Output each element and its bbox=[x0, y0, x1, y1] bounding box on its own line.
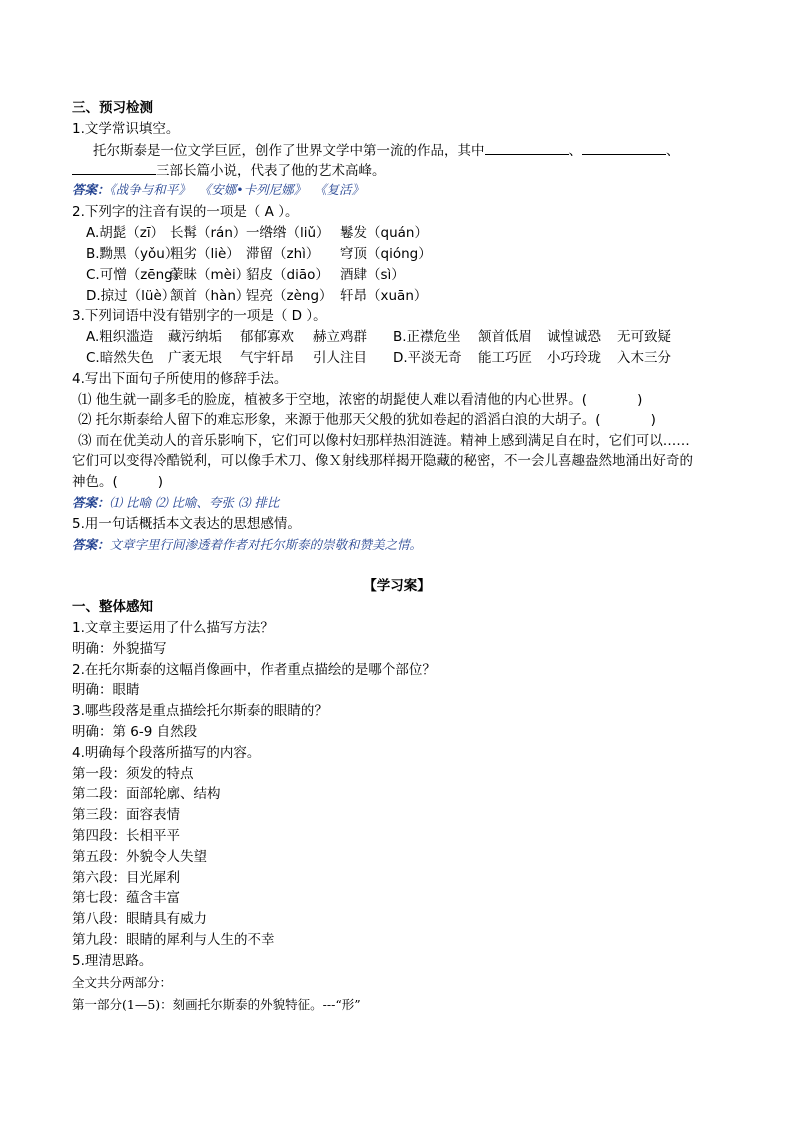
study-list-item: 第八段：眼睛具有威力 bbox=[72, 911, 207, 927]
q4-sentence-3b: 它们可以变得冷酷锐利，可以像手术刀、像Ｘ射线那样揭开隐藏的秘密，不一会儿喜趣盎然地涌出好奇的 bbox=[72, 453, 693, 469]
footer-line-2: 第一部分(1—5)：刻画托尔斯泰的外貌特征。---“形” bbox=[72, 997, 361, 1012]
study-list-item: 5.理清思路。 bbox=[72, 953, 153, 969]
q3-option-cell: C.暗然失色 bbox=[86, 350, 154, 366]
q2-option-cell: 穹顶（qióng） bbox=[340, 246, 432, 262]
study-list-item: 第六段：目光犀利 bbox=[72, 870, 180, 886]
study-list-item: 第一段：须发的特点 bbox=[72, 766, 194, 782]
q3-option-cell: 颔首低眉 bbox=[478, 329, 532, 345]
q1-blank-3[interactable] bbox=[72, 161, 156, 175]
q1-title: 1.文学常识填空。 bbox=[72, 121, 180, 137]
q1-blank-1[interactable] bbox=[485, 141, 569, 155]
study-list-item: 明确：第 6-9 自然段 bbox=[72, 724, 198, 740]
q2-option-cell: 鬈发（quán） bbox=[340, 225, 428, 241]
q2-option-cell: 锃亮（zèng） bbox=[246, 288, 333, 304]
study-list-item: 第四段：长相平平 bbox=[72, 828, 180, 844]
q3-option-cell: A.粗织滥造 bbox=[86, 329, 154, 345]
q5-answer-text: 文章字里行间渗透着作者对托尔斯泰的崇敬和赞美之情。 bbox=[109, 537, 423, 552]
footer-line-1: 全文共分两部分： bbox=[72, 975, 173, 990]
q3-option-cell: 郁郁寡欢 bbox=[240, 329, 294, 345]
study-list-item: 4.明确每个段落所描写的内容。 bbox=[72, 745, 261, 761]
study-list-item: 第七段：蕴含丰富 bbox=[72, 890, 180, 906]
q4-s2-text: ⑵ 托尔斯泰给人留下的难忘形象，来源于他那天父般的犹如卷起的滔滔白浪的大胡子。( bbox=[78, 412, 601, 428]
q2-option-cell: A.胡髭（zī） bbox=[86, 225, 165, 241]
q3-title: 3.下列词语中没有错别字的一项是（ D ）。 bbox=[72, 308, 327, 324]
q2-option-cell: C.可憎（zēng） bbox=[86, 267, 187, 283]
q3-option-cell: D.平淡无奇 bbox=[393, 350, 462, 366]
q3-option-cell: 气宇轩昂 bbox=[240, 350, 294, 366]
q2-option-cell: 貂皮（diāo） bbox=[246, 267, 329, 283]
q2-option-cell: 粗劣（liè） bbox=[170, 246, 240, 262]
q3-option-cell: 藏污纳垢 bbox=[168, 329, 222, 345]
q4-answer-text: ⑴ 比喻 ⑵ 比喻、夸张 ⑶ 排比 bbox=[109, 495, 280, 510]
q3-option-cell: 赫立鸡群 bbox=[313, 329, 367, 345]
q4-s1-end: ) bbox=[637, 392, 643, 408]
q1-line1-text: 托尔斯泰是一位文学巨匠，创作了世界文学中第一流的作品，其中 bbox=[93, 143, 485, 159]
q3-option-cell: 小巧玲珑 bbox=[547, 350, 601, 366]
q4-answer bbox=[72, 494, 279, 512]
q1-sep-2: 、 bbox=[666, 143, 680, 159]
q2-option-cell: 酒肆（sì） bbox=[340, 267, 405, 283]
study-title: 【学习案】 bbox=[363, 578, 431, 594]
q3-option-cell: 诚惶诚恐 bbox=[547, 329, 601, 345]
q2-option-cell: 轩昂（xuān） bbox=[340, 288, 428, 304]
q4-s2-end: ) bbox=[650, 412, 656, 428]
q2-option-cell: B.黝黑（yǒu） bbox=[86, 246, 179, 262]
q4-sentence-1 bbox=[78, 391, 642, 409]
q2-option-cell: 蒙昧（mèi） bbox=[170, 267, 250, 283]
q3-option-cell: B.正襟危坐 bbox=[393, 329, 461, 345]
study-list-item: 明确：外貌描写 bbox=[72, 641, 167, 657]
q4-sentence-3c bbox=[72, 473, 163, 491]
q3-option-cell: 广袤无垠 bbox=[168, 350, 222, 366]
q1-line2-text: 三部长篇小说，代表了他的艺术高峰。 bbox=[156, 163, 386, 179]
answer-label: 答案： bbox=[72, 182, 110, 197]
section-heading-preview: 三、预习检测 bbox=[72, 100, 153, 116]
answer-label: 答案： bbox=[72, 495, 110, 510]
q4-s3c-text: 神色。( bbox=[72, 474, 118, 490]
q2-title: 2.下列字的注音有误的一项是（ A ）。 bbox=[72, 204, 299, 220]
study-section-heading: 一、整体感知 bbox=[72, 599, 153, 615]
q4-title: 4.写出下面句子所使用的修辞手法。 bbox=[72, 371, 288, 387]
study-list-item: 2.在托尔斯泰的这幅肖像画中，作者重点描绘的是哪个部位？ bbox=[72, 662, 436, 678]
q4-sentence-2 bbox=[78, 411, 656, 429]
q1-sep-1: 、 bbox=[568, 143, 582, 159]
q2-option-cell: 滞留（zhì） bbox=[246, 246, 320, 262]
q5-title: 5.用一句话概括本文表达的思想感情。 bbox=[72, 516, 301, 532]
q1-line1 bbox=[93, 141, 680, 160]
q1-answer bbox=[72, 181, 364, 199]
q1-blank-2[interactable] bbox=[582, 141, 666, 155]
q2-option-cell: D.掠过（lüè） bbox=[86, 288, 176, 304]
q2-option-cell: 颔首（hàn） bbox=[170, 288, 250, 304]
q1-line2 bbox=[72, 161, 386, 180]
q4-s1-text: ⑴ 他生就一副多毛的脸庞，植被多于空地，浓密的胡髭使人难以看清他的内心世界。( bbox=[78, 392, 588, 408]
study-list-item: 第二段：面部轮廓、结构 bbox=[72, 786, 221, 802]
q2-option-cell: 长髯（rán） bbox=[170, 225, 247, 241]
study-list-item: 明确：眼睛 bbox=[72, 682, 140, 698]
study-list-item: 第九段：眼睛的犀利与人生的不幸 bbox=[72, 932, 275, 948]
study-list-item: 第三段：面容表情 bbox=[72, 807, 180, 823]
study-list-item: 3.哪些段落是重点描绘托尔斯泰的眼睛的？ bbox=[72, 703, 328, 719]
q1-answer-text: 《战争与和平》 《安娜•卡列尼娜》 《复活》 bbox=[109, 182, 365, 197]
q3-option-cell: 引人注目 bbox=[313, 350, 367, 366]
q4-s3c-end: ) bbox=[157, 474, 164, 490]
answer-label: 答案： bbox=[72, 537, 110, 552]
q3-option-cell: 能工巧匠 bbox=[478, 350, 532, 366]
study-list-item: 1.文章主要运用了什么描写方法？ bbox=[72, 620, 274, 636]
study-list-item: 第五段：外貌令人失望 bbox=[72, 849, 207, 865]
q2-option-cell: 一绺绺（liǔ） bbox=[246, 225, 330, 241]
q3-option-cell: 入木三分 bbox=[617, 350, 671, 366]
q5-answer bbox=[72, 536, 422, 554]
q4-sentence-3a: ⑶ 而在优美动人的音乐影响下，它们可以像村妇那样热泪涟涟。精神上感到满足自在时，它们可以…… bbox=[78, 433, 690, 449]
q3-option-cell: 无可致疑 bbox=[617, 329, 671, 345]
